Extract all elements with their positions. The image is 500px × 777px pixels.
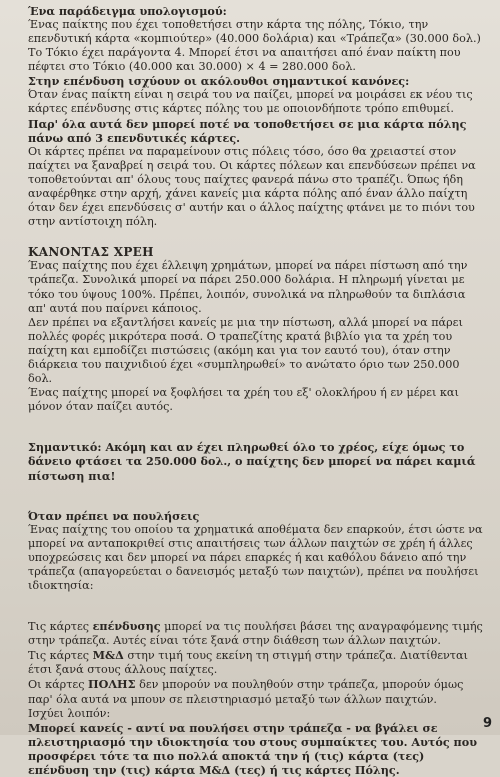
selling-md-cards <box>28 648 484 677</box>
investment-rule-redistribute: Όταν ένας παίκτη είναι η σειρά του να παίζει, μπορεί να μοιράσει εκ νέου τις κάρτες επένδυσης στις κάρτες πόλης του με οποιονδήποτε τρόπο επιθυμεί. <box>28 88 473 116</box>
investment-rules-title: Στην επένδυση ισχύουν οι ακόλουθοι σημαντικοί κανόνες: <box>28 74 410 89</box>
selling-investment-pre: Τις κάρτες <box>28 620 93 634</box>
selling-auction-rule: Μπορεί κανείς - αντί να πουλήσει στην τράπεζα - να βγάλει σε πλειστηριασμό την ιδιοκτησία του στους συμπαίκτες του. Αυτός που προσφέρει τότε τα πιο πολλά αποκτά την ή (τις) κάρτα (τες) επένδυση την (τις) κάρτα Μ&Δ (τες) ή τις κάρτες Πόλης. <box>28 720 477 777</box>
debt-heading: ΚΑΝΟΝΤΑΣ ΧΡΕΗ <box>28 245 154 260</box>
selling-city-pre: Οι κάρτες <box>28 678 89 692</box>
selling-investment-bold: επένδυσης <box>92 619 161 634</box>
selling-md-pre: Τις κάρτες <box>28 649 93 663</box>
selling-investment-post: μπορεί να τις πουλήσει βάσει της αναγραφόμενης τιμής στην τράπεζα. Αυτές είναι τότε ξανά στην διάθεση των άλλων παιχτών. <box>28 620 483 648</box>
page-number: 9 <box>482 716 492 731</box>
selling-valid-label: Ισχύει λοιπόν: <box>28 706 111 720</box>
selling-intro: Ένας παίχτης του οποίου τα χρηματικά αποθέματα δεν επαρκούν, έτσι ώστε να μπορεί να ανταποκριθεί στις απαιτήσεις των άλλων παιχτών σε χρέη ή άλλες υποχρεώσεις και δεν μπορεί να πάρει επαρκές ή και καθόλου δάνειο από την τράπεζα (απαγορεύεται ο δανεισμός μεταξύ των παιχτών), πρέπει να πουλήσει ιδιοκτησία: <box>28 522 483 592</box>
example-title: Ένα παράδειγμα υπολογισμού: <box>28 4 227 18</box>
selling-city-bold: ΠΟΛΗΣ <box>88 677 136 692</box>
important-note <box>28 440 484 482</box>
important-label: Σημαντικό: <box>28 440 102 455</box>
example-text: Ένας παίκτης που έχει τοποθετήσει στην κάρτα της πόλης, Τόκιο, την επενδυτική κάρτα «κομπιούτερ» (40.000 δολάρια) και «Τράπεζα» (30.000 δολ.) Το Τόκιο έχει παράγοντα 4. Μπορεί έτσι να απαιτήσει από έναν παίκτη που πέφτει στο Τόκιο (40.000 και 30.000) × 4 = 280.000 δολ. <box>28 18 481 74</box>
selling-city-post: δεν μπορούν να πουληθούν στην τράπεζα, μπορούν όμως παρ' όλα αυτά να μπουν σε πλειστηριασμό μεταξύ των άλλων παιχτών. <box>28 678 464 706</box>
debt-credit-paragraph: Ένας παίχτης που έχει έλλειψη χρημάτων, μπορεί να πάρει πίστωση από την τράπεζα. Συνολικά μπορεί να πάρει 250.000 δολάρια. Η πληρωμή γίνεται με τόκο του ύψους 100%. Πρέπει, λοιπόν, συνολικά να πληρωθούν τα διπλάσια απ' αυτά που παίρνει κάποιος. <box>28 259 468 315</box>
selling-md-post: στην τιμή τους εκείνη τη στιγμή στην τράπεζα. Διατίθενται έτσι ξανά στους άλλους παίχτες. <box>28 649 468 677</box>
selling-title: Όταν πρέπει να πουλήσεις <box>28 508 200 523</box>
debt-limit-paragraph: Δεν πρέπει να εξαντλήσει κανείς με μια την πίστωση, αλλά μπορεί να πάρει πολλές φορές μικρότερα ποσά. Ο τραπεζίτης κρατά βιβλίο για τα χρέη του παίχτη και εμποδίζει πιστώσεις (ακόμη και για τον εαυτό του), όταν στην διάρκεια του παιχνιδιού έχει «συμπληρωθεί» το ανώτατο όριο των 250.000 δολ. <box>28 315 463 386</box>
selling-city-cards <box>28 677 484 706</box>
investment-rule-limit: Παρ' όλα αυτά δεν μπορεί ποτέ να τοποθετήσει σε μια κάρτα πόλης πάνω από 3 επενδυτικές κάρτες. <box>28 116 467 145</box>
important-text: Ακόμη και αν έχει πληρωθεί όλο το χρέος, είχε όμως το δάνειο φτάσει τα 250.000 δολ., ο παίχτης δεν μπορεί να πάρει καμιά πίστωση πια! <box>28 440 476 483</box>
investment-rule-placement: Οι κάρτες πρέπει να παραμείνουν στις πόλεις τόσο, όσο θα χρειαστεί στον παίχτει να ξαναβρεί η σειρά του. Οι κάρτες πόλεων και επενδύσεων πρέπει να τοποθετούνται απ' όλους τους παίχτες φανερά πάνω στο τραπέζι. Όπως ήδη αναφέρθηκε στην αρχή, χάνει κανείς μια κάρτα πόλης από έναν άλλο παίχτη όταν δεν έχει επενδύσεις σ' αυτήν και ο άλλος παίχτης φτάνει με το πιόνι του στην αντίστοιχη πόλη. <box>28 144 476 229</box>
selling-investment-cards <box>28 619 484 648</box>
debt-repay-paragraph: Ένας παίχτης μπορεί να ξοφλήσει τα χρέη του εξ' ολοκλήρου ή εν μέρει και μόνον όταν παίζει αυτός. <box>28 386 459 414</box>
selling-md-bold: Μ&Δ <box>92 648 124 663</box>
